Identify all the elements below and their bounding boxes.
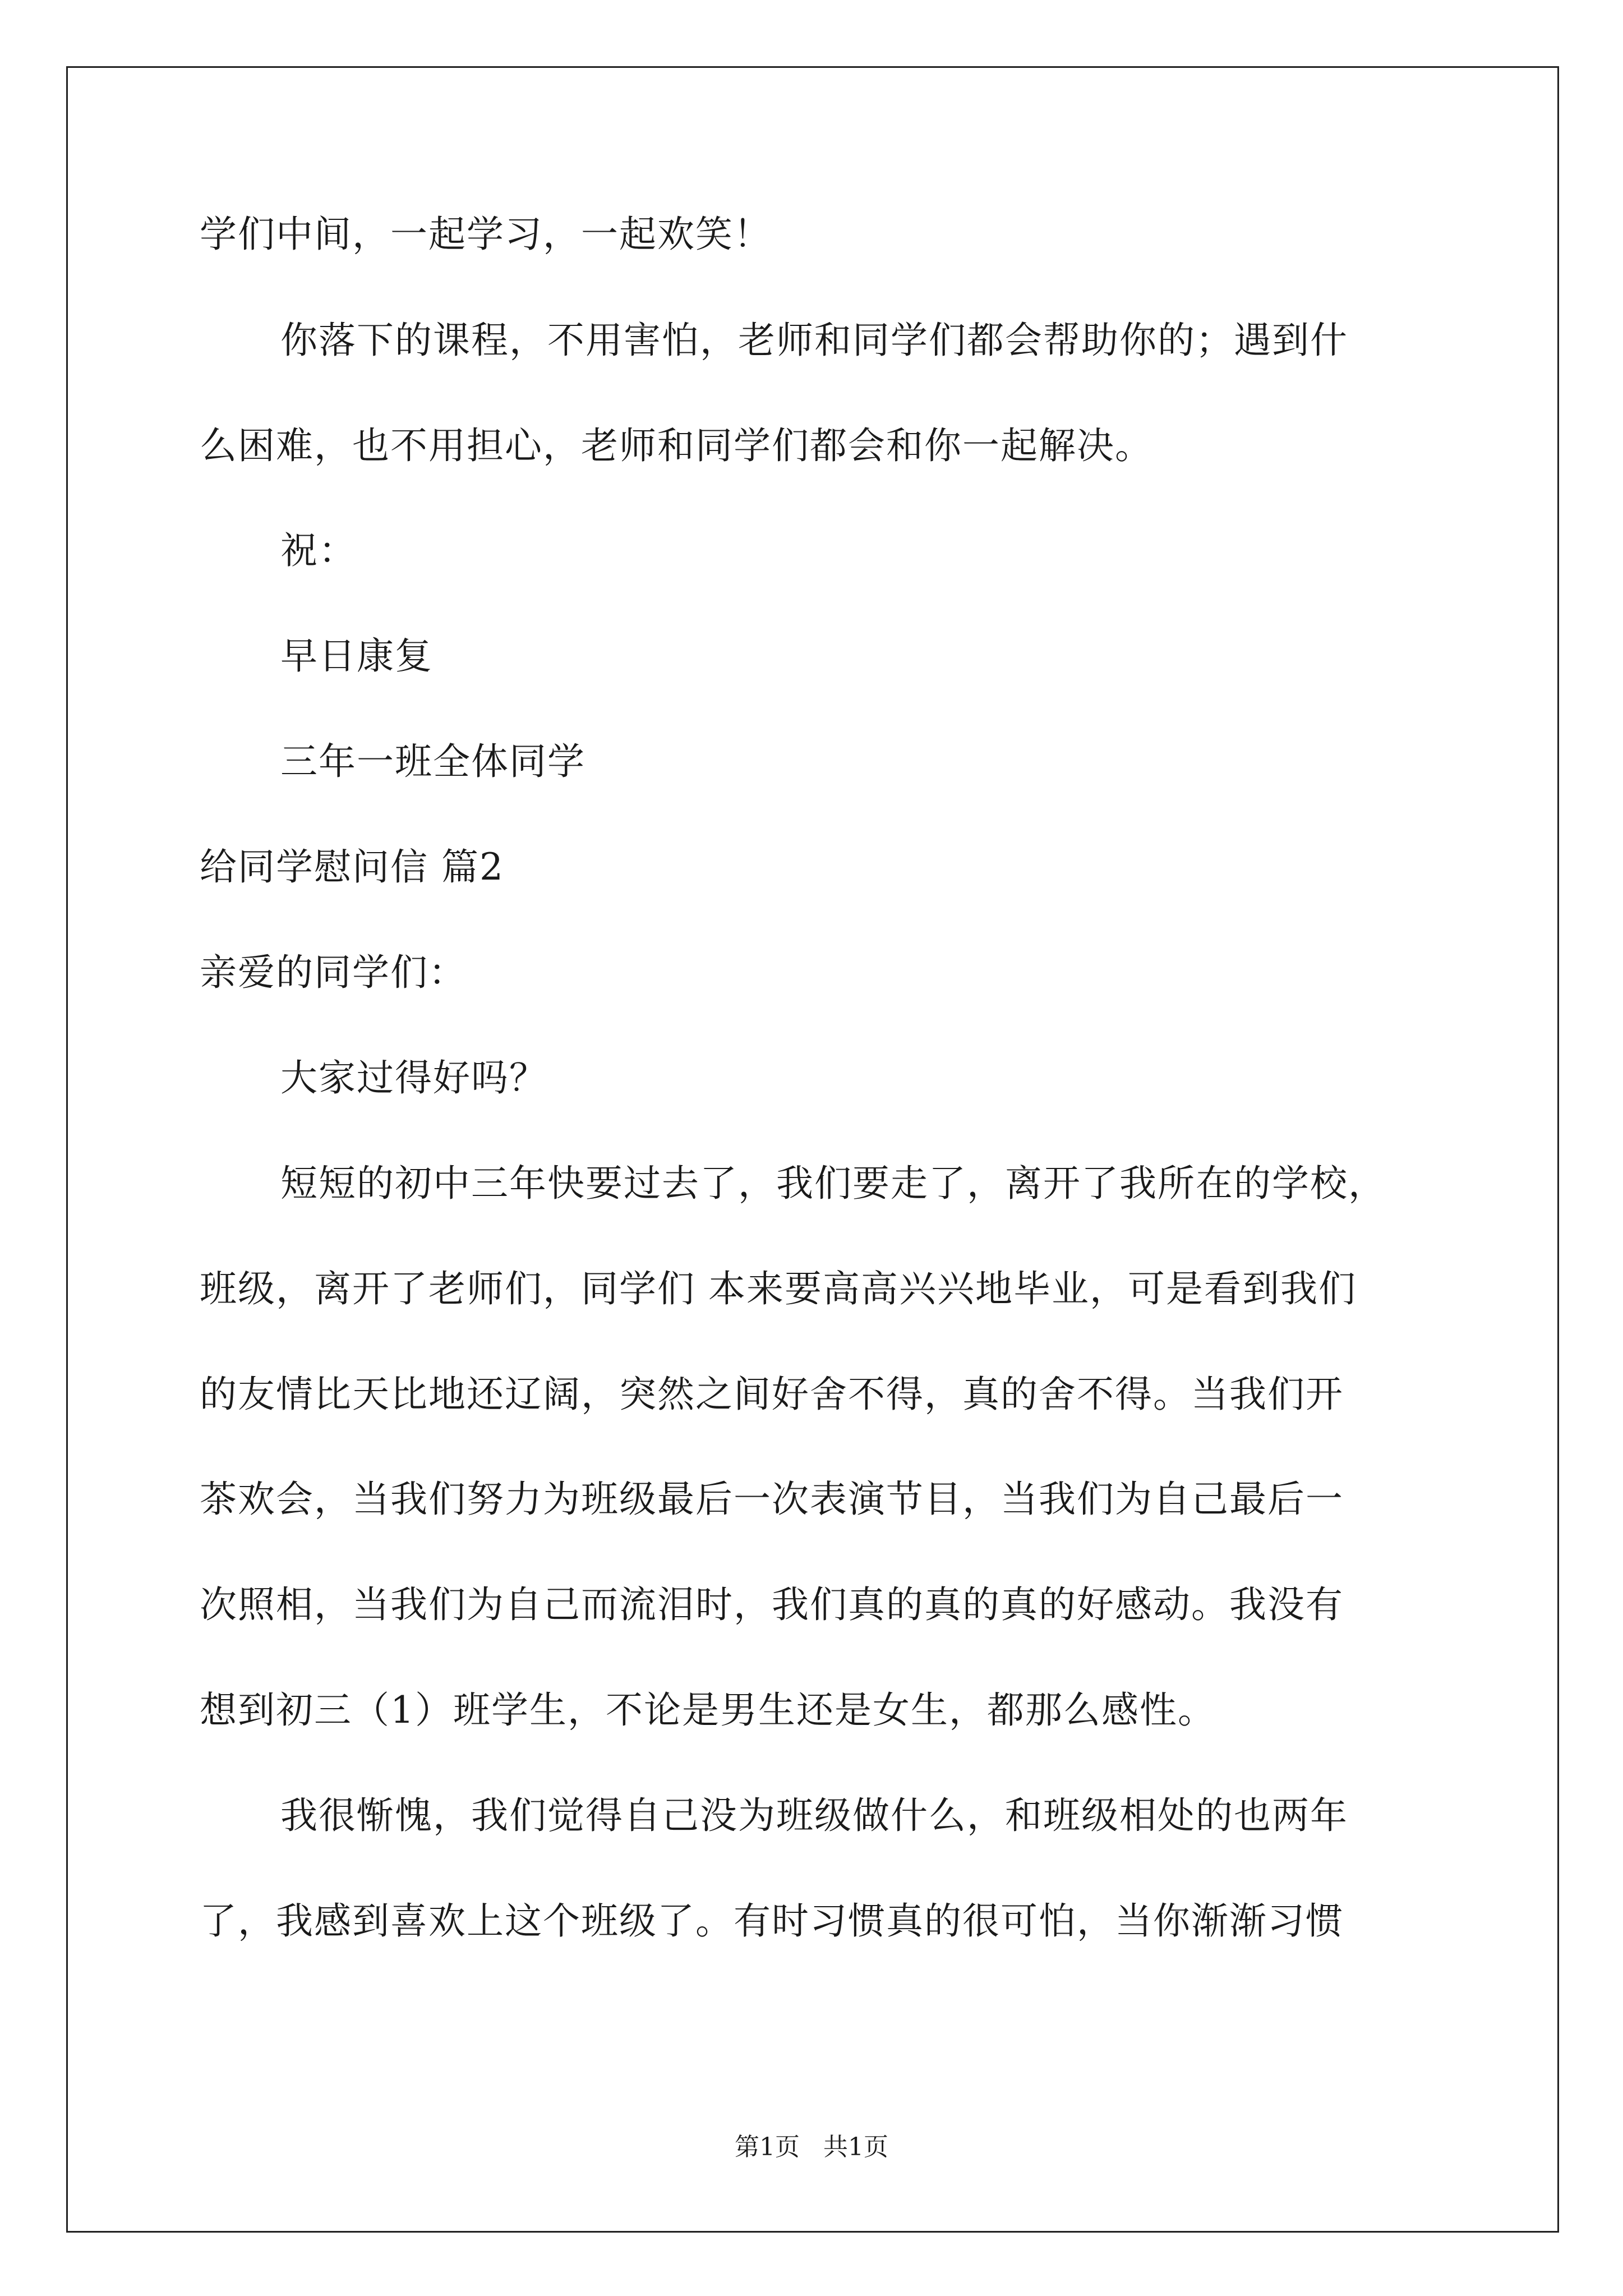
text-line-2: 你落下的课程，不用害怕，老师和同学们都会帮助你的；遇到什 bbox=[280, 319, 1348, 362]
text-line-15: 想到初三（1）班学生，不论是男生还是女生，都那么感性。 bbox=[200, 1688, 1216, 1732]
text-line-12: 的友情比天比地还辽阔，突然之间好舍不得，真的舍不得。当我们开 bbox=[200, 1373, 1344, 1416]
salutation: 亲爱的同学们： bbox=[200, 951, 467, 994]
text-line-16: 我很惭愧，我们觉得自己没为班级做什么，和班级相处的也两年 bbox=[280, 1794, 1348, 1837]
text-line-10: 短短的初中三年快要过去了，我们要走了，离开了我所在的学校， bbox=[280, 1162, 1386, 1205]
text-line-3: 么困难，也不用担心，老师和同学们都会和你一起解决。 bbox=[200, 424, 1153, 467]
text-line-1: 学们中间，一起学习，一起欢笑！ bbox=[200, 213, 772, 256]
text-line-5: 早日康复 bbox=[280, 634, 433, 678]
text-line-4: 祝： bbox=[280, 529, 357, 572]
text-line-17: 了，我感到喜欢上这个班级了。有时习惯真的很可怕，当你渐渐习惯 bbox=[200, 1899, 1344, 1943]
text-line-14: 次照相，当我们为自己而流泪时，我们真的真的真的好感动。我没有 bbox=[200, 1583, 1344, 1626]
text-line-11: 班级，离开了老师们，同学们 本来要高高兴兴地毕业，可是看到我们 bbox=[200, 1267, 1357, 1310]
section-heading: 给同学慰问信 篇2 bbox=[200, 845, 504, 889]
text-line-13: 茶欢会，当我们努力为班级最后一次表演节目，当我们为自己最后一 bbox=[200, 1478, 1344, 1521]
text-line-9: 大家过得好吗？ bbox=[280, 1056, 547, 1099]
text-line-6: 三年一班全体同学 bbox=[280, 740, 585, 783]
page-footer: 第1页 共1页 bbox=[735, 2133, 888, 2161]
